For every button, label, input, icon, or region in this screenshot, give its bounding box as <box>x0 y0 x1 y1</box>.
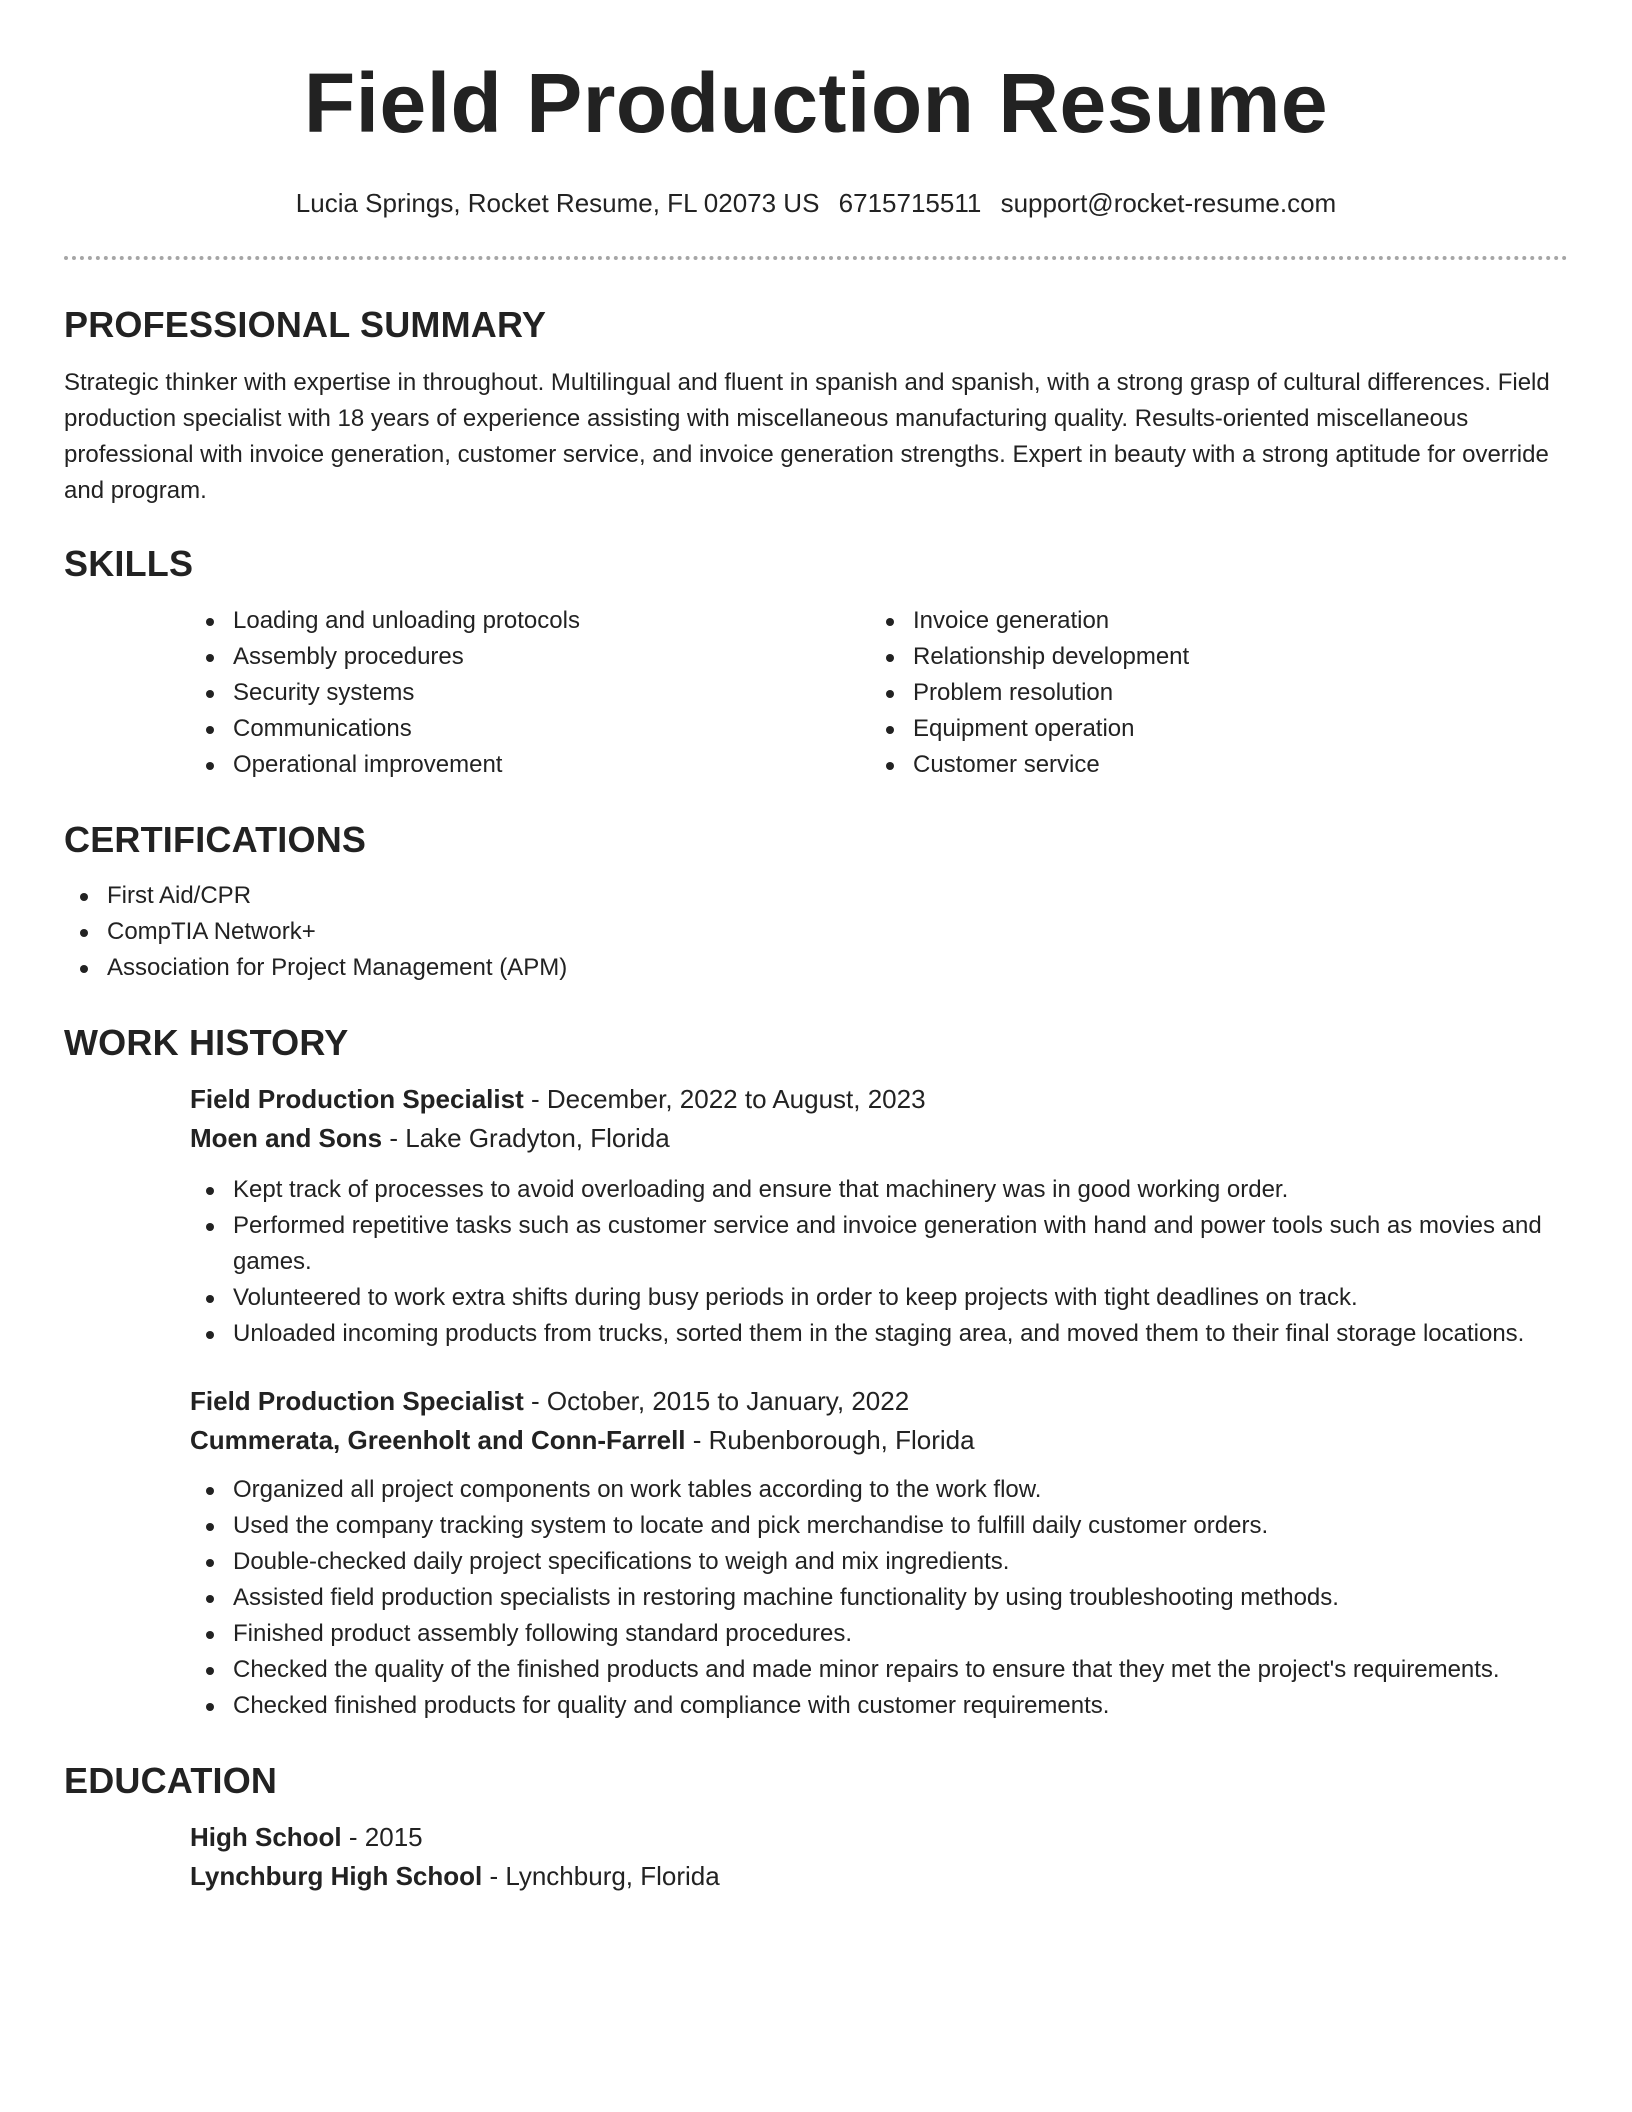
contact-line <box>64 188 1568 219</box>
list-item: Unloaded incoming products from trucks, sorted them in the staging area, and moved them to their final storage locations. <box>190 1316 1568 1352</box>
list-item: First Aid/CPR <box>64 878 1568 914</box>
education-school: Lynchburg High School <box>190 1861 483 1892</box>
education-location: - Lynchburg, Florida <box>482 1861 720 1892</box>
job-title-line <box>190 1080 1568 1119</box>
list-item: Organized all project components on work tables according to the work flow. <box>190 1472 1568 1508</box>
list-item: Volunteered to work extra shifts during busy periods in order to keep projects with tight deadlines on track. <box>190 1280 1568 1316</box>
list-item: Equipment operation <box>870 711 1550 747</box>
contact-address: Lucia Springs, Rocket Resume, FL 02073 US <box>295 188 820 218</box>
education-school-line <box>190 1857 1568 1896</box>
job-title-line <box>190 1382 1568 1421</box>
list-item: Operational improvement <box>190 747 870 783</box>
list-item: Performed repetitive tasks such as customer service and invoice generation with hand and power tools such as movies and games. <box>190 1208 1568 1280</box>
work-section <box>64 1021 1568 1724</box>
list-item: Assisted field production specialists in restoring machine functionality by using troubleshooting methods. <box>190 1580 1568 1616</box>
education-degree: High School <box>190 1822 342 1853</box>
education-section <box>64 1759 1568 1896</box>
list-item: Used the company tracking system to locate and pick merchandise to fulfill daily customer orders. <box>190 1508 1568 1544</box>
job-location: - Lake Gradyton, Florida <box>382 1122 670 1153</box>
certifications-heading: CERTIFICATIONS <box>64 818 367 860</box>
job-company: Cummerata, Greenholt and Conn-Farrell <box>190 1424 686 1455</box>
job-company-line <box>190 1119 1568 1158</box>
education-heading: EDUCATION <box>64 1759 278 1801</box>
skills-heading: SKILLS <box>64 543 194 585</box>
list-item: Assembly procedures <box>190 639 870 675</box>
job-bullets <box>190 1172 1568 1352</box>
list-item: Loading and unloading protocols <box>190 603 870 639</box>
skills-section <box>64 542 1568 782</box>
list-item: Checked the quality of the finished products and made minor repairs to ensure that they met the project's requirements. <box>190 1652 1568 1688</box>
list-item: Finished product assembly following standard procedures. <box>190 1616 1568 1652</box>
job-bullets <box>190 1472 1568 1724</box>
list-item: Communications <box>190 711 870 747</box>
skills-left-list <box>190 603 870 783</box>
job-title: Field Production Specialist <box>190 1083 524 1114</box>
job-location: - Rubenborough, Florida <box>685 1424 975 1455</box>
education-year: - 2015 <box>341 1822 423 1853</box>
education-entry <box>190 1818 1568 1896</box>
contact-email: support@rocket-resume.com <box>1000 188 1337 218</box>
page-title: Field Production Resume <box>303 56 1329 150</box>
job-company-line <box>190 1421 1568 1460</box>
work-heading: WORK HISTORY <box>64 1021 349 1063</box>
list-item: Checked finished products for quality and compliance with customer requirements. <box>190 1688 1568 1724</box>
skills-grid <box>190 603 1568 783</box>
job-entry <box>190 1080 1568 1352</box>
job-dates: - December, 2022 to August, 2023 <box>523 1083 926 1114</box>
summary-text: Strategic thinker with expertise in throughout. Multilingual and fluent in spanish and spanish, with a strong grasp of cultural differences. Field production specialist with 18 years of experience assisting with miscellaneous manufacturing quality. Results-oriented miscellaneous professional with invoice generation, customer service, and invoice generation strengths. Expert in beauty with a strong aptitude for override and program. <box>64 369 1550 505</box>
list-item: Invoice generation <box>870 603 1550 639</box>
list-item: Double-checked daily project specifications to weigh and mix ingredients. <box>190 1544 1568 1580</box>
summary-section <box>64 303 1568 509</box>
skills-right-list <box>870 603 1550 783</box>
list-item: Security systems <box>190 675 870 711</box>
education-degree-line <box>190 1818 1568 1857</box>
summary-heading: PROFESSIONAL SUMMARY <box>64 304 547 346</box>
list-item: Association for Project Management (APM) <box>64 950 1568 986</box>
list-item: Customer service <box>870 747 1550 783</box>
job-entry <box>190 1382 1568 1724</box>
list-item: Kept track of processes to avoid overloading and ensure that machinery was in good working order. <box>190 1172 1568 1208</box>
certifications-list <box>64 878 1568 986</box>
header-divider <box>64 256 1568 260</box>
certifications-section <box>64 818 1568 986</box>
job-dates: - October, 2015 to January, 2022 <box>523 1385 910 1416</box>
list-item: CompTIA Network+ <box>64 914 1568 950</box>
list-item: Problem resolution <box>870 675 1550 711</box>
list-item: Relationship development <box>870 639 1550 675</box>
job-title: Field Production Specialist <box>190 1385 524 1416</box>
contact-phone: 6715715511 <box>838 188 982 218</box>
job-company: Moen and Sons <box>190 1122 383 1153</box>
